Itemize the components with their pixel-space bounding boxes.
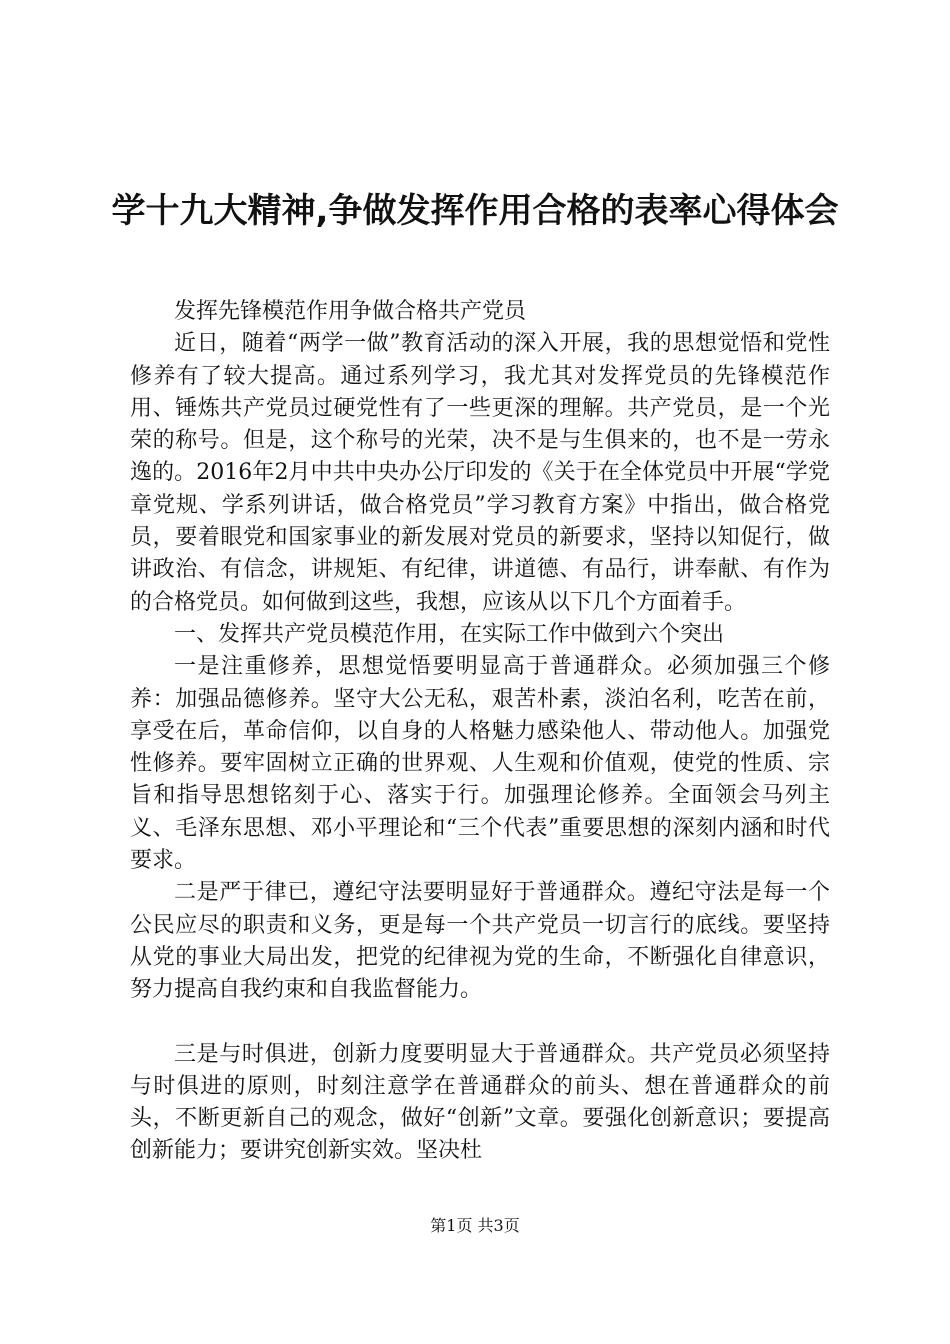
paragraph-point-one: 一是注重修养，思想觉悟要明显高于普通群众。必须加强三个修养：加强品德修养。坚守大公无私，艰苦朴素，淡泊名利，吃苦在前，享受在后，革命信仰，以自身的人格魅力感染他人、带动他人。加强党性修养。要牢固树立正确的世界观、人生观和价值观，使党的性质、宗旨和指导思想铭刻于心、落实于行。加强理论修养。全面领会马列主义、毛泽东思想、邓小平理论和“三个代表”重要思想的深刻内涵和时代要求。 [130, 654, 830, 874]
paragraph-subtitle: 发挥先锋模范作用争做合格共产党员 [174, 299, 527, 324]
document-title: 学十九大精神,争做发挥作用合格的表率心得体会 [111, 191, 839, 231]
document-body [130, 296, 830, 1168]
paragraph-section-heading: 一、发挥共产党员模范作用，在实际工作中做到六个突出 [174, 621, 725, 647]
page-number-footer: 第1页 共3页 [430, 1216, 520, 1235]
paragraph-point-two: 二是严于律已，遵纪守法要明显好于普通群众。遵纪守法是每一个公民应尽的职责和义务，更是每一个共产党员一切言行的底线。要坚持从党的事业大局出发，把党的纪律视为党的生命，不断强化自律意识，努力提高自我约束和自我监督能力。 [130, 880, 830, 1003]
paragraph-point-three: 三是与时俱进，创新力度要明显大于普通群众。共产党员必须坚持与时俱进的原则，时刻注意学在普通群众的前头、想在普通群众的前头，不断更新自己的观念，做好“创新”文章。要强化创新意识；要提高创新能力；要讲究创新实效。坚决杜 [130, 1041, 830, 1164]
paragraph-intro: 近日，随着“两学一做”教育活动的深入开展，我的思想觉悟和党性修养有了较大提高。通过系列学习，我尤其对发挥党员的先锋模范作用、锤炼共产党员过硬党性有了一些更深的理解。共产党员，是一个光荣的称号。但是，这个称号的光荣，决不是与生俱来的，也不是一劳永逸的。2016年2月中共中央办公厅印发的《关于在全体党员中开展“学党章党规、学系列讲话，做合格党员”学习教育方案》中指出，做合格党员，要着眼党和国家事业的新发展对党员的新要求，坚持以知促行，做讲政治、有信念，讲规矩、有纪律，讲道德、有品行，讲奉献、有作为的合格党员。如何做到这些，我想，应该从以下几个方面着手。 [130, 331, 830, 615]
